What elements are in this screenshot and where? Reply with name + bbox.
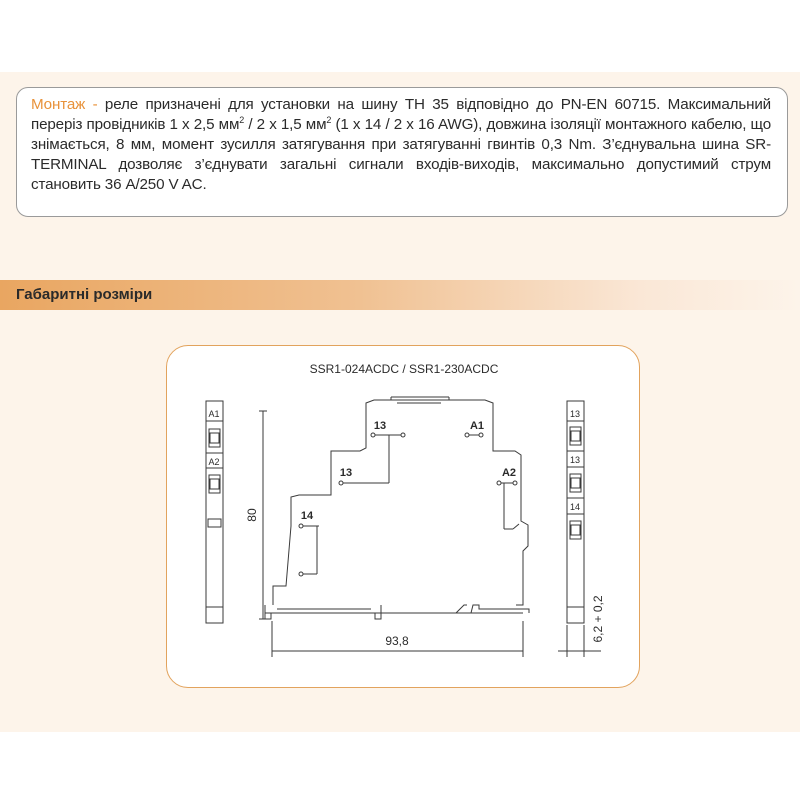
bottom-band	[0, 732, 800, 800]
terminal-dot	[299, 524, 303, 528]
top-band	[0, 0, 800, 72]
section-header	[0, 280, 800, 310]
terminal-dot	[339, 481, 343, 485]
left-terminal-label: A1	[208, 409, 220, 419]
dimension-drawing	[167, 346, 641, 689]
body-terminal-label: 13	[373, 420, 387, 432]
mounting-text-2: / 2 x 1,5 мм	[244, 116, 327, 133]
model-label: SSR1-024ACDC / SSR1-230ACDC	[309, 362, 499, 376]
terminal-dot	[465, 433, 469, 437]
terminal-dot	[299, 572, 303, 576]
width-dimension-value: 93,8	[385, 634, 409, 648]
height-dimension-value: 80	[245, 508, 259, 522]
mm2-superscript: 2	[326, 114, 332, 125]
terminal-dot	[513, 481, 517, 485]
mounting-text-3: (1 x 14 / 2 x 16 AWG), довжина ізоляції монтажного кабелю, що знімається, 8 мм, момент зусилля затягування при затягуванні гвинтів 0,3 Nm. З’єднувальна шина SR-TERMINAL дозволяє з’єднувати загальні сигнали входів-виходів, максимально допустимий струм становить 36 A/250 V AC.	[31, 116, 771, 193]
mounting-info-box	[16, 87, 788, 217]
terminal-dot	[497, 481, 501, 485]
right-terminal-label: 13	[569, 455, 581, 465]
dimension-drawing-panel	[166, 345, 640, 688]
body-terminal-label: 14	[300, 510, 314, 522]
height-dimension-line	[259, 411, 267, 619]
depth-dimension-value: 6,2 + 0,2	[591, 595, 605, 643]
body-terminal-label: A2	[501, 467, 517, 479]
terminal-wiring	[301, 435, 519, 574]
relay-right-side-view	[567, 401, 584, 623]
relay-left-side-view	[206, 401, 223, 623]
mm2-superscript: 2	[239, 114, 245, 125]
right-terminal-label: 13	[569, 409, 581, 419]
section-title: Габаритні розміри	[16, 286, 153, 303]
terminal-dot	[479, 433, 483, 437]
terminal-dot	[371, 433, 375, 437]
right-terminal-label: 14	[569, 502, 581, 512]
body-terminal-label: 13	[339, 467, 353, 479]
din-rail-clip	[265, 605, 381, 619]
terminal-dot	[401, 433, 405, 437]
mounting-text-1: реле призначені для установки на шину ТН 35 відповідно до PN-EN 60715. Максимальний переріз провідників 1 x 2,5 мм	[31, 96, 771, 133]
left-terminal-label: A2	[208, 457, 220, 467]
mounting-lead: Монтаж -	[31, 96, 98, 113]
body-terminal-label: A1	[469, 420, 485, 432]
